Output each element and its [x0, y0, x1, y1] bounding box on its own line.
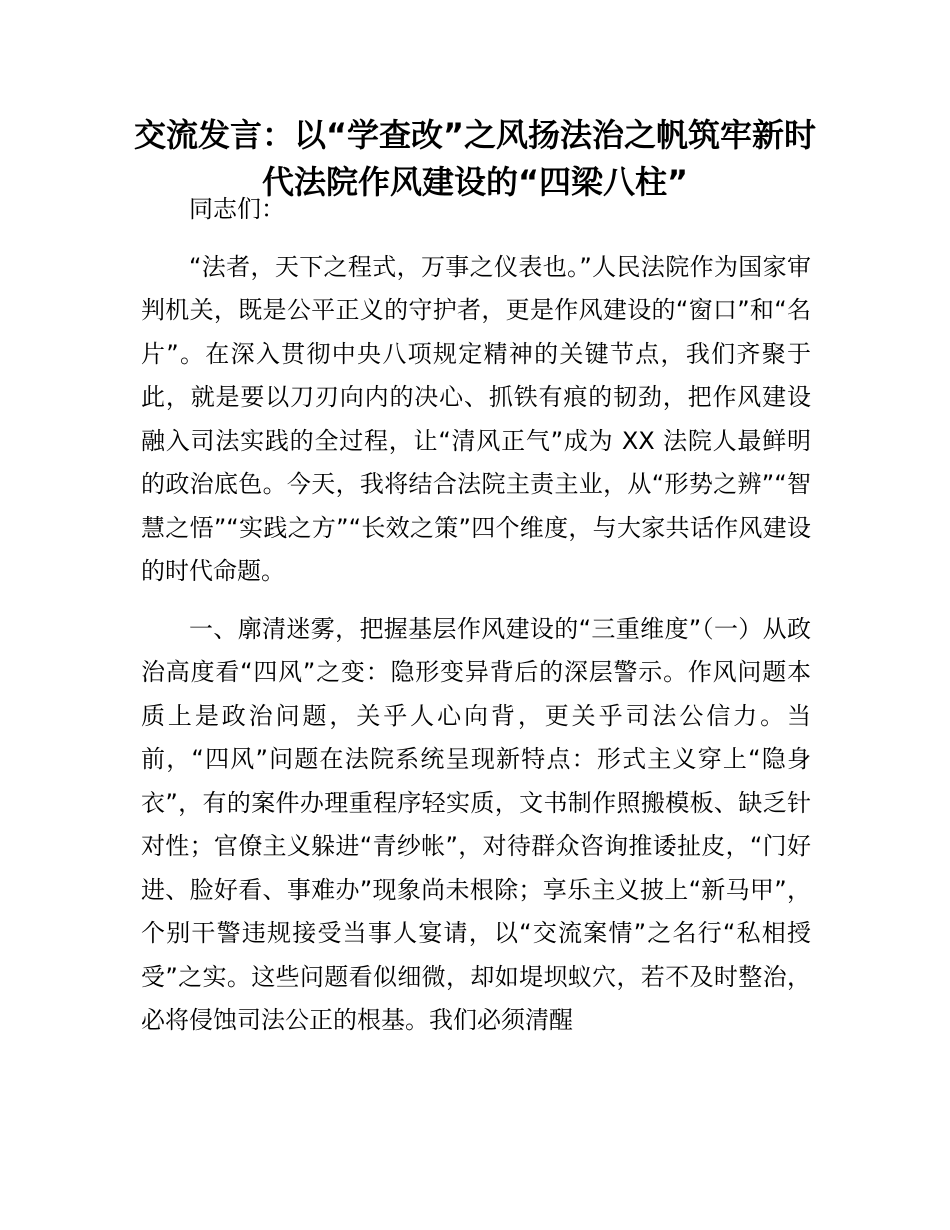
- paragraph-section-one: 一、廓清迷雾，把握基层作风建设的“三重维度”（一）从政治高度看“四风”之变：隐形变异背后的深层警示。作风问题本质上是政治问题，关乎人心向背，更关乎司法公信力。当前，“四风”问题在法院系统呈现新特点：形式主义穿上“隐身衣”，有的案件办理重程序轻实质，文书制作照搬模板、缺乏针对性；官僚主义躲进“青纱帐”，对待群众咨询推诿扯皮，“门好进、脸好看、事难办”现象尚未根除；享乐主义披上“新马甲”，个别干警违规接受当事人宴请，以“交流案情”之名行“私相授受”之实。这些问题看似细微，却如堤坝蚁穴，若不及时整治，必将侵蚀司法公正的根基。我们必须清醒: [141, 614, 811, 1034]
- document-body: [141, 188, 811, 1057]
- document-title: 交流发言：以“学查改”之风扬法治之帆筑牢新时代法院作风建设的“四梁八柱”: [133, 116, 817, 201]
- greeting: 同志们：: [189, 195, 285, 223]
- paragraph-intro: “法者，天下之程式，万事之仪表也。”人民法院作为国家审判机关，既是公平正义的守护者，更是作风建设的“窗口”和“名片”。在深入贯彻中央八项规定精神的关键节点，我们齐聚于此，就是要以刀刃向内的决心、抓铁有痕的韧劲，把作风建设融入司法实践的全过程，让“清风正气”成为 XX 法院人最鲜明的政治底色。今天，我将结合法院主责主业，从“形势之辨”“智慧之悟”“实践之方”“长效之策”四个维度，与大家共话作风建设的时代命题。: [141, 252, 811, 585]
